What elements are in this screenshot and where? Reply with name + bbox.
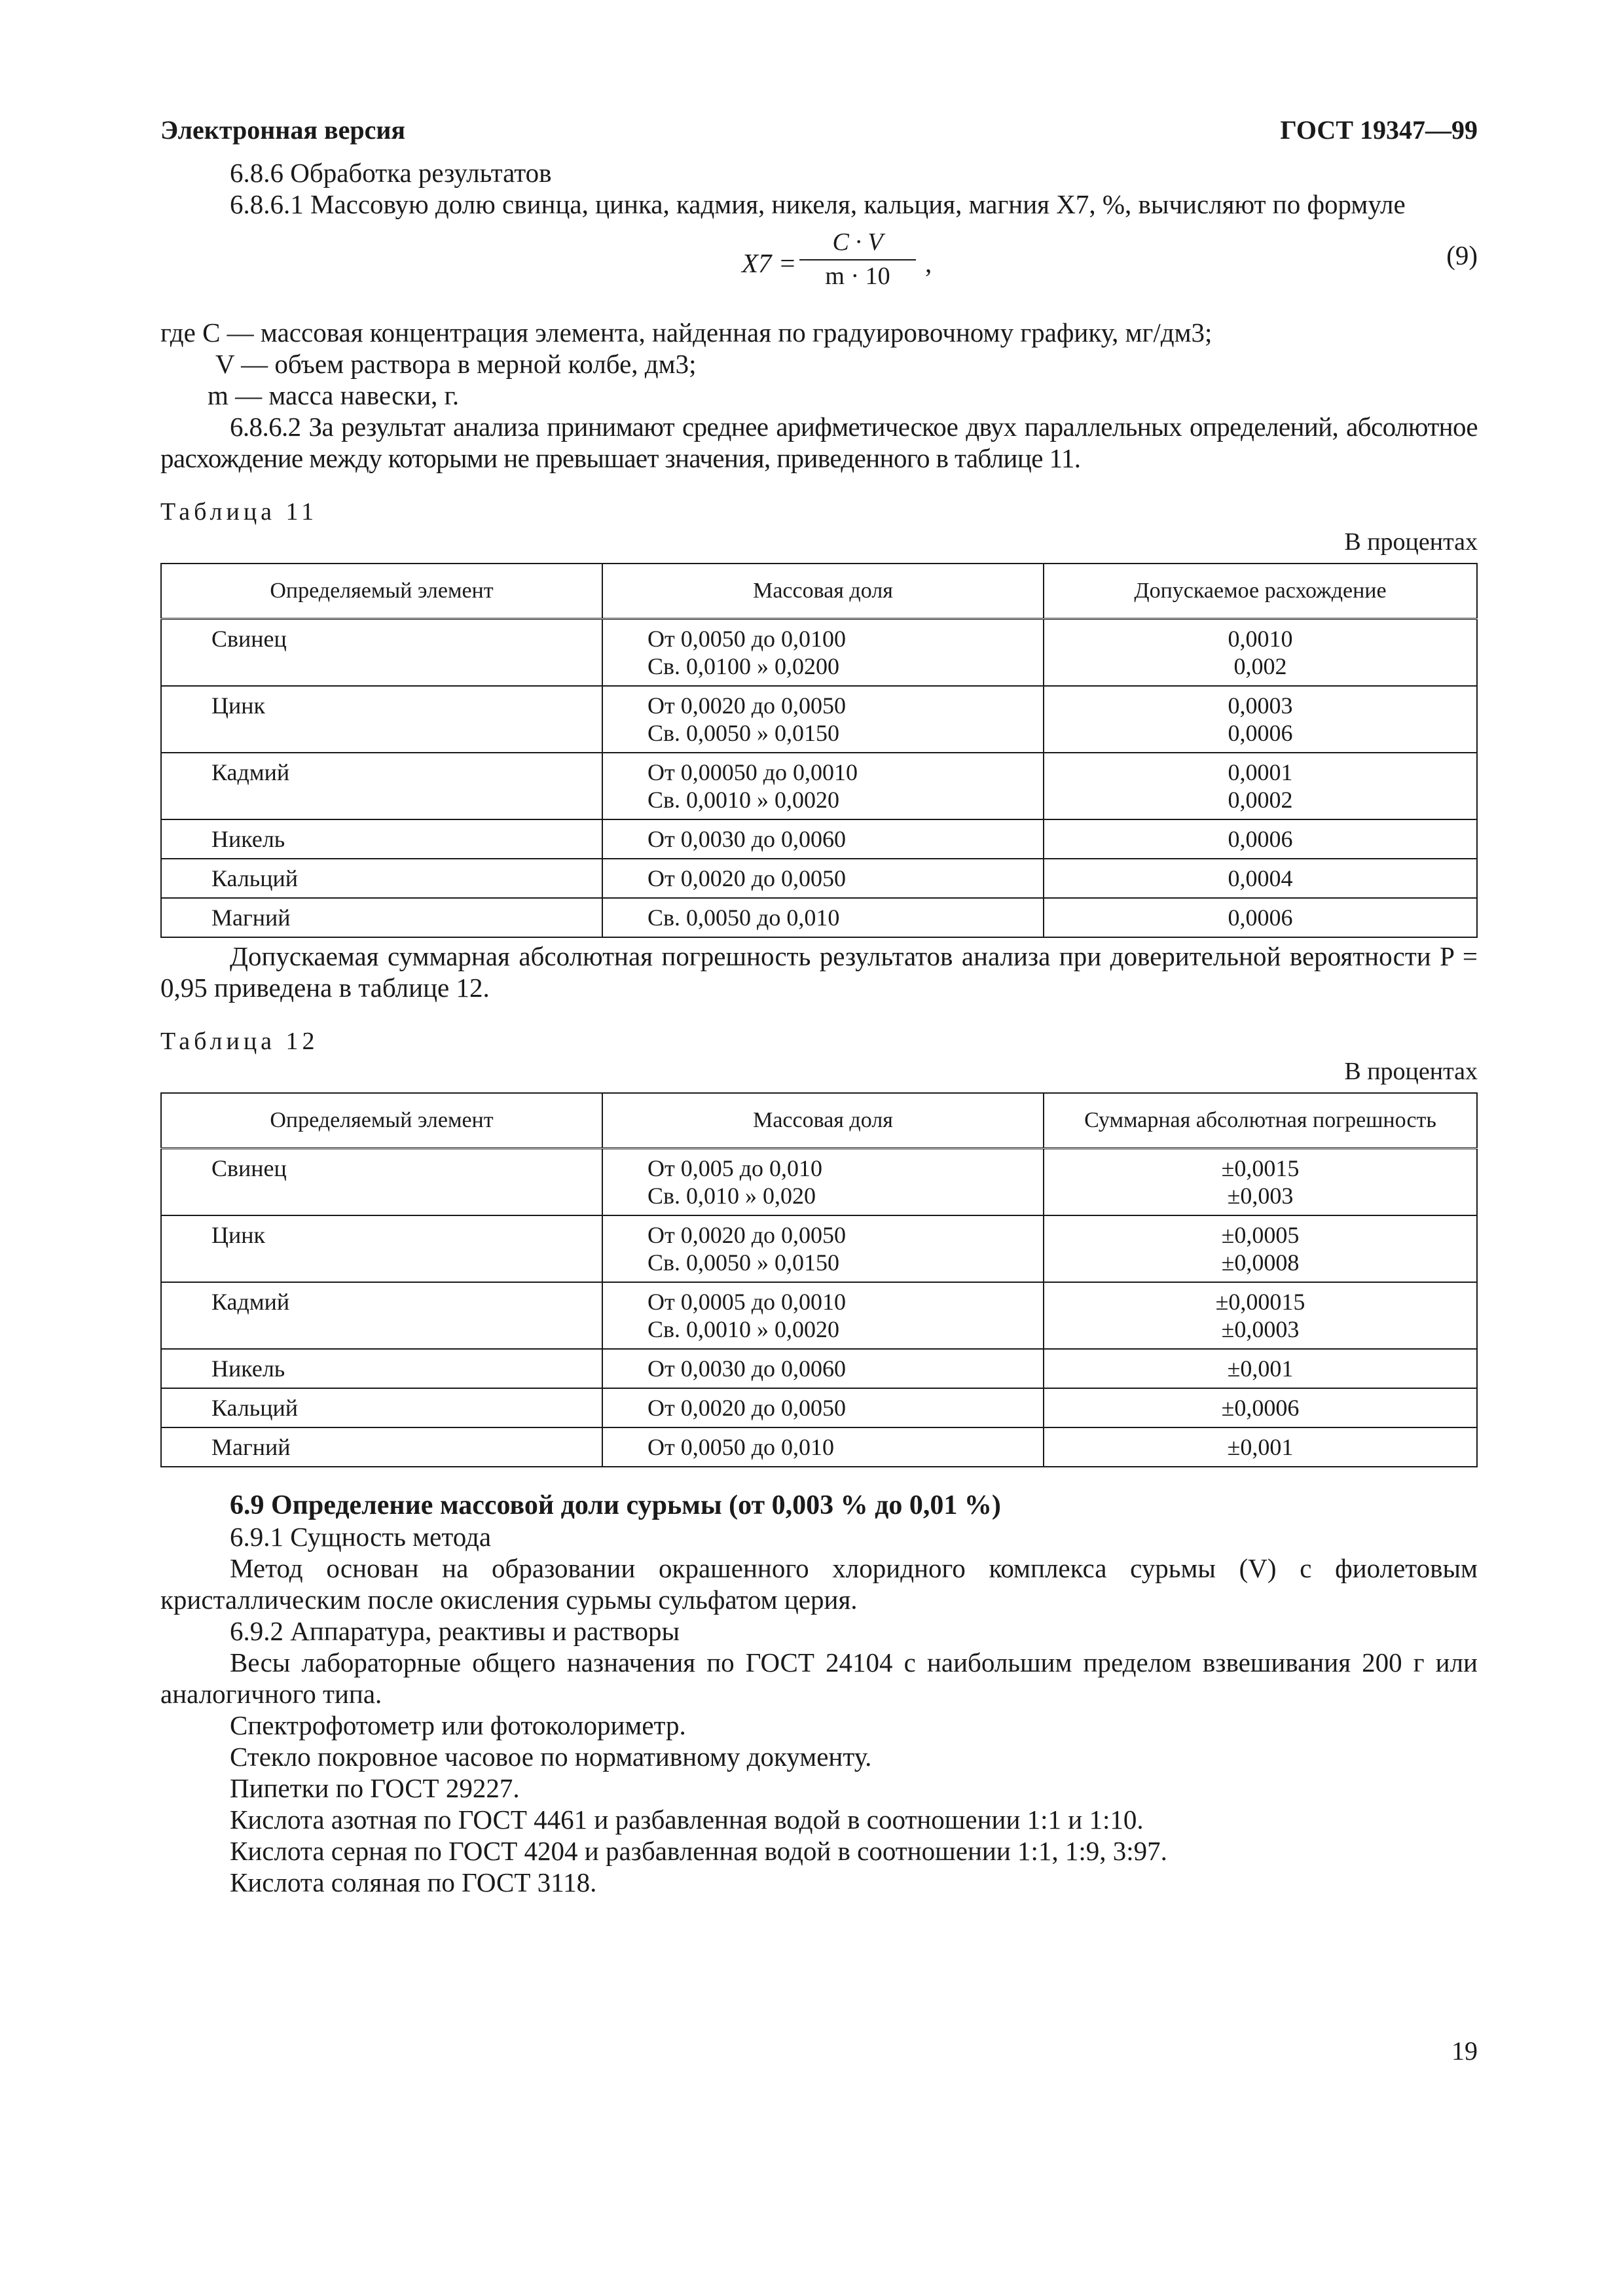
mass-fraction-cell <box>602 1349 1044 1388</box>
table-row <box>161 1349 1477 1388</box>
section-6-9-1-title: 6.9.1 Сущность метода <box>230 1522 492 1552</box>
deviation-cell <box>1044 1427 1477 1467</box>
element-cell-line: Цинк <box>211 1222 266 1248</box>
table-row <box>161 1149 1477 1216</box>
table-row <box>161 619 1477 687</box>
table-header-row <box>161 1093 1477 1149</box>
deviation-cell-line: 0,0006 <box>1228 720 1293 746</box>
element-cell <box>161 1282 602 1349</box>
deviation-cell-line: ±0,0005 <box>1221 1222 1300 1248</box>
deviation-cell <box>1044 819 1477 859</box>
list-line: Кислота серная по ГОСТ 4204 и разбавленная водой в соотношении 1:1, 1:9, 3:97. <box>230 1836 1167 1866</box>
legend-line: где C — массовая концентрация элемента, найденная по градуировочному графику, мг/дм3; <box>160 317 1213 348</box>
mass-fraction-cell-line: От 0,0020 до 0,0050 <box>647 692 847 719</box>
element-cell-line: Свинец <box>211 1155 287 1181</box>
table-row <box>161 1388 1477 1427</box>
column-header: Допускаемое расхождение <box>1044 564 1477 619</box>
legend-line: m — масса навески, г. <box>208 380 460 410</box>
mass-fraction-cell <box>602 686 1044 753</box>
mass-fraction-cell <box>602 1282 1044 1349</box>
mass-fraction-cell-line: От 0,005 до 0,010 <box>647 1155 823 1181</box>
deviation-cell <box>1044 753 1477 819</box>
deviation-cell-line: 0,0004 <box>1228 865 1293 891</box>
mass-fraction-cell-line: От 0,0030 до 0,0060 <box>647 1355 847 1382</box>
legend-line: V — объем раствора в мерной колбе, дм3; <box>215 349 697 379</box>
header-edition: Электронная версия <box>160 115 406 145</box>
table-12-body <box>161 1149 1477 1467</box>
element-cell <box>161 1215 602 1282</box>
element-cell <box>161 619 602 687</box>
mass-fraction-cell-line: Св. 0,0100 » 0,0200 <box>647 653 840 679</box>
deviation-cell-line: 0,0006 <box>1228 826 1293 852</box>
deviation-cell <box>1044 859 1477 898</box>
mass-fraction-cell <box>602 1388 1044 1427</box>
section-6-9-2-text: Весы лабораторные общего назначения по ГОСТ 24104 с наибольшим пределом взвешивания 200 г или аналогичного типа. <box>160 1647 1478 1709</box>
mass-fraction-cell <box>602 753 1044 819</box>
mass-fraction-cell-line: Св. 0,0010 » 0,0020 <box>647 787 840 813</box>
running-header <box>160 111 1478 157</box>
element-cell-line: Кадмий <box>211 1289 290 1315</box>
mass-fraction-cell-line: Св. 0,0050 » 0,0150 <box>647 1249 840 1276</box>
column-header: Определяемый элемент <box>161 1093 602 1149</box>
table-row <box>161 1427 1477 1467</box>
deviation-cell <box>1044 1149 1477 1216</box>
mass-fraction-cell-line: Св. 0,0050 до 0,010 <box>647 905 840 931</box>
mass-fraction-cell-line: Св. 0,0050 » 0,0150 <box>647 720 840 746</box>
formula-number: (9) <box>1446 240 1478 270</box>
column-header: Суммарная абсолютная погрешность <box>1044 1093 1477 1149</box>
table-row <box>161 898 1477 937</box>
element-cell <box>161 819 602 859</box>
section-6-9-title: 6.9 Определение массовой доли сурьмы (от 0,003 % до 0,01 %) <box>230 1490 1001 1520</box>
deviation-cell <box>1044 898 1477 937</box>
deviation-cell-line: ±0,0006 <box>1221 1395 1300 1421</box>
deviation-cell-line: ±0,001 <box>1227 1434 1294 1460</box>
deviation-cell-line: 0,0003 <box>1228 692 1293 719</box>
table-12-caption: Таблица 12 <box>160 1028 319 1055</box>
element-cell <box>161 753 602 819</box>
section-6-8-6-1-text: 6.8.6.1 Массовую долю свинца, цинка, кадмия, никеля, кальция, магния X7, %, вычисляют по формуле <box>230 189 1406 219</box>
deviation-cell <box>1044 1349 1477 1388</box>
mass-fraction-cell <box>602 819 1044 859</box>
deviation-cell <box>1044 1388 1477 1427</box>
document-page <box>160 111 1478 1898</box>
element-cell <box>161 1149 602 1216</box>
column-header: Определяемый элемент <box>161 564 602 619</box>
table-11-caption: Таблица 11 <box>160 498 318 526</box>
mass-fraction-cell-line: От 0,0005 до 0,0010 <box>647 1289 847 1315</box>
formula-legend <box>160 317 1478 411</box>
element-cell <box>161 1388 602 1427</box>
mass-fraction-cell-line: От 0,0020 до 0,0050 <box>647 865 847 891</box>
table-11-body <box>161 619 1477 938</box>
mass-fraction-cell-line: От 0,0020 до 0,0050 <box>647 1222 847 1248</box>
element-cell-line: Никель <box>211 826 285 852</box>
deviation-cell-line: 0,002 <box>1233 653 1287 679</box>
table-row <box>161 859 1477 898</box>
mass-fraction-cell-line: От 0,0020 до 0,0050 <box>647 1395 847 1421</box>
mass-fraction-cell-line: От 0,00050 до 0,0010 <box>647 759 858 785</box>
list-line: Стекло покровное часовое по нормативному документу. <box>230 1742 872 1772</box>
section-6-9-2-title: 6.9.2 Аппаратура, реактивы и растворы <box>230 1616 680 1646</box>
mass-fraction-cell <box>602 1215 1044 1282</box>
element-cell-line: Никель <box>211 1355 285 1382</box>
deviation-cell-line: ±0,003 <box>1227 1183 1294 1209</box>
element-cell <box>161 898 602 937</box>
table-12-unit: В процентах <box>1344 1058 1478 1085</box>
element-cell-line: Свинец <box>211 626 287 652</box>
section-6-9-1-text: Метод основан на образовании окрашенного хлоридного комплекса сурьмы (V) с фиолетовым кристаллическим после окисления сурьмы сульфатом церия. <box>160 1553 1478 1615</box>
mass-fraction-cell-line: Св. 0,0010 » 0,0020 <box>647 1316 840 1342</box>
table-row <box>161 686 1477 753</box>
deviation-cell <box>1044 1282 1477 1349</box>
mass-fraction-cell <box>602 898 1044 937</box>
table-row <box>161 753 1477 819</box>
column-header: Массовая доля <box>602 1093 1044 1149</box>
element-cell-line: Кальций <box>211 865 299 891</box>
element-cell-line: Цинк <box>211 692 266 719</box>
element-cell <box>161 686 602 753</box>
formula-comma: , <box>925 248 932 278</box>
column-header: Массовая доля <box>602 564 1044 619</box>
element-cell-line: Кадмий <box>211 759 290 785</box>
table-row <box>161 1282 1477 1349</box>
deviation-cell-line: 0,0002 <box>1228 787 1293 813</box>
deviation-cell-line: ±0,0008 <box>1221 1249 1300 1276</box>
mass-fraction-cell <box>602 859 1044 898</box>
paragraph-after-table-11: Допускаемая суммарная абсолютная погрешность результатов анализа при доверительной вероятности P = 0,95 приведена в таблице 12. <box>160 941 1478 1003</box>
mass-fraction-cell-line: От 0,0050 до 0,010 <box>647 1434 835 1460</box>
deviation-cell <box>1044 619 1477 687</box>
table-header-row <box>161 564 1477 619</box>
list-line: Кислота соляная по ГОСТ 3118. <box>230 1867 597 1897</box>
element-cell <box>161 1427 602 1467</box>
element-cell-line: Магний <box>211 905 291 931</box>
list-line: Пипетки по ГОСТ 29227. <box>230 1773 520 1803</box>
deviation-cell-line: ±0,0003 <box>1221 1316 1300 1342</box>
page-number: 19 <box>1451 2036 1478 2066</box>
formula-lhs: X7 = <box>742 248 797 278</box>
table-11-unit: В процентах <box>1344 528 1478 556</box>
formula-9 <box>160 228 1478 304</box>
formula-numerator: C · V <box>832 228 883 256</box>
deviation-cell-line: ±0,00015 <box>1215 1289 1305 1315</box>
mass-fraction-cell <box>602 1427 1044 1467</box>
deviation-cell <box>1044 686 1477 753</box>
section-6-8-6-title: 6.8.6 Обработка результатов <box>230 158 552 188</box>
deviation-cell <box>1044 1215 1477 1282</box>
element-cell-line: Кальций <box>211 1395 299 1421</box>
mass-fraction-cell-line: От 0,0030 до 0,0060 <box>647 826 847 852</box>
element-cell <box>161 1349 602 1388</box>
section-6-8-6-2-text: 6.8.6.2 За результат анализа принимают среднее арифметическое двух параллельных определений, абсолютное расхождение между которыми не превышает значения, приведенного в таблице 11. <box>160 412 1478 473</box>
deviation-cell-line: 0,0010 <box>1228 626 1293 652</box>
list-line: Кислота азотная по ГОСТ 4461 и разбавленная водой в соотношении 1:1 и 1:10. <box>230 1804 1144 1835</box>
list-line: Спектрофотометр или фотоколориметр. <box>230 1710 686 1740</box>
formula-denominator: m · 10 <box>825 262 890 290</box>
mass-fraction-cell <box>602 1149 1044 1216</box>
table-11 <box>160 563 1478 938</box>
mass-fraction-cell-line: От 0,0050 до 0,0100 <box>647 626 847 652</box>
deviation-cell-line: ±0,001 <box>1227 1355 1294 1382</box>
table-row <box>161 1215 1477 1282</box>
element-cell <box>161 859 602 898</box>
deviation-cell-line: 0,0001 <box>1228 759 1293 785</box>
element-cell-line: Магний <box>211 1434 291 1460</box>
formula-fraction <box>795 228 920 291</box>
mass-fraction-cell <box>602 619 1044 687</box>
deviation-cell-line: ±0,0015 <box>1221 1155 1300 1181</box>
header-standard: ГОСТ 19347—99 <box>1280 115 1478 145</box>
mass-fraction-cell-line: Св. 0,010 » 0,020 <box>647 1183 816 1209</box>
table-12 <box>160 1092 1478 1467</box>
table-row <box>161 819 1477 859</box>
deviation-cell-line: 0,0006 <box>1228 905 1293 931</box>
